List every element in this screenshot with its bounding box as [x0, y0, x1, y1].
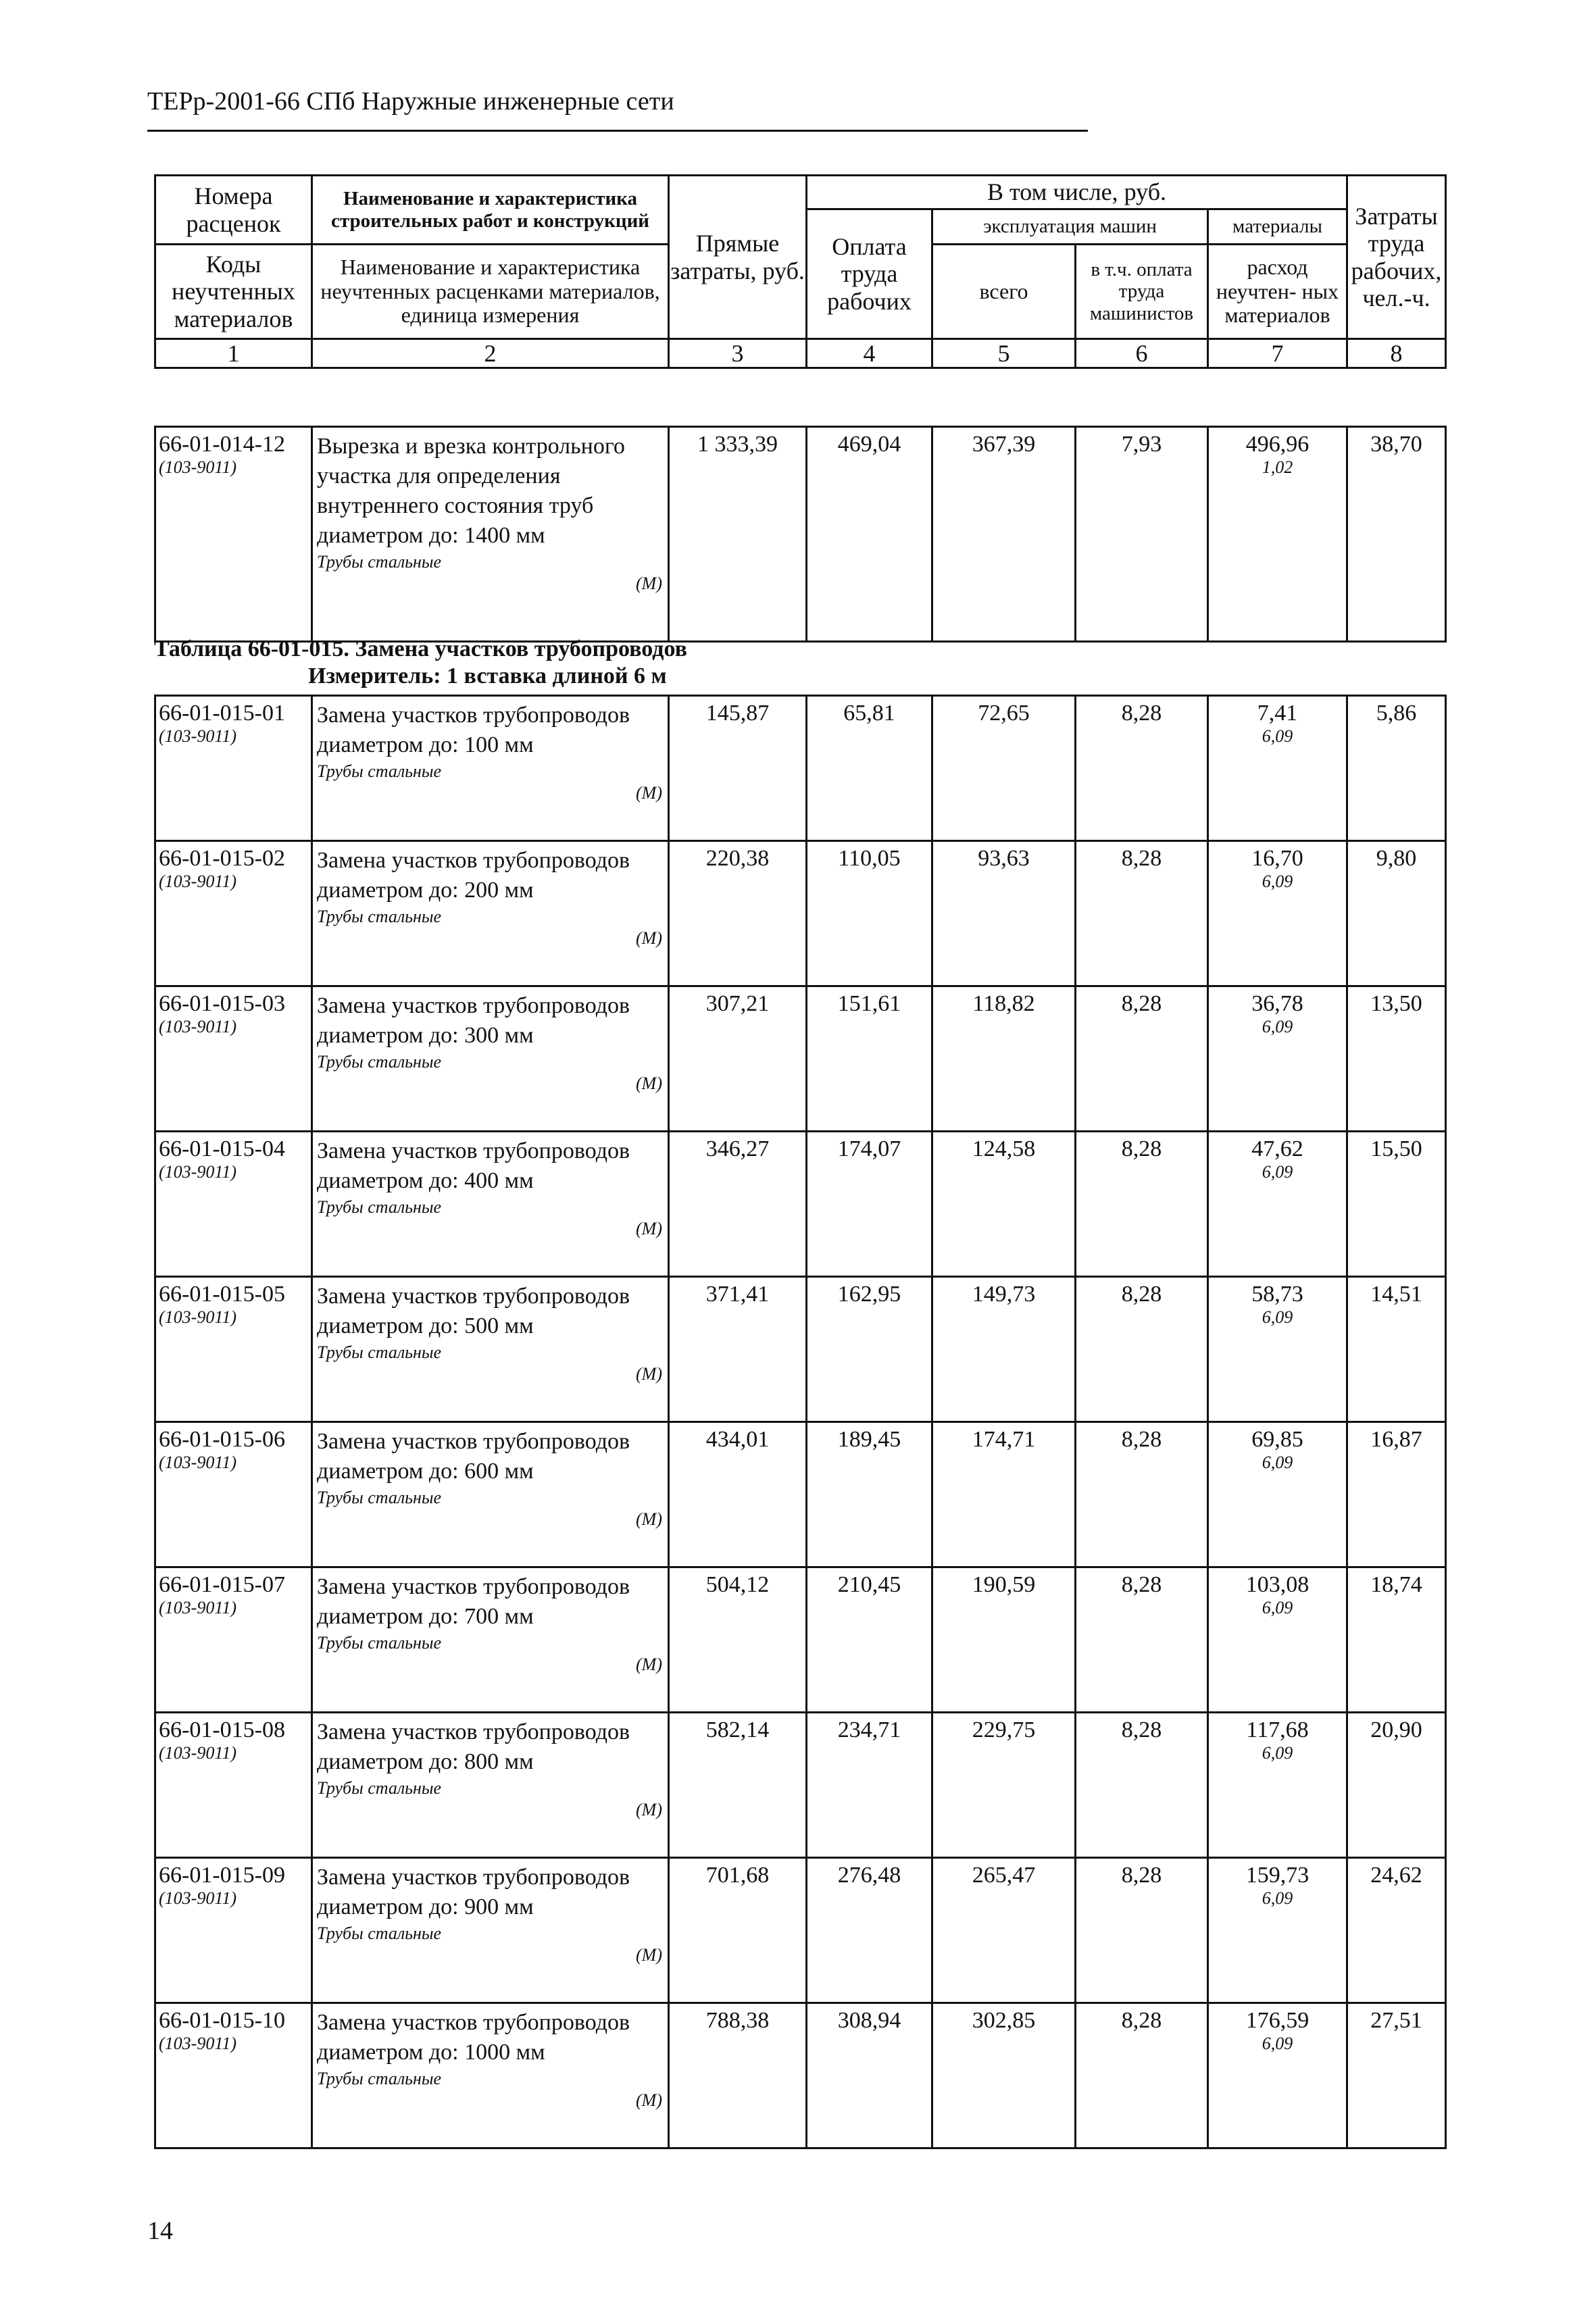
header-machinist-pay: в т.ч. оплата труда машинистов [1076, 245, 1208, 339]
direct-costs: 701,68 [705, 1863, 770, 1888]
labor-pay: 110,05 [838, 846, 901, 871]
machines-total: 93,63 [978, 846, 1030, 871]
material-name: Трубы стальные [317, 761, 442, 781]
materials-cell [1208, 696, 1347, 841]
materials-cost: 176,59 [1245, 2008, 1310, 2033]
labor-hours: 38,70 [1370, 432, 1422, 457]
machinist-pay: 8,28 [1121, 1863, 1162, 1888]
labor-pay-cell [807, 427, 932, 642]
labor-hours-cell [1347, 1277, 1446, 1422]
table-row [155, 986, 1446, 1132]
materials-cell [1208, 1277, 1347, 1422]
machinist-pay: 8,28 [1121, 1427, 1162, 1452]
labor-hours: 16,87 [1370, 1427, 1422, 1452]
machines-total: 124,58 [972, 1136, 1036, 1161]
material-name: Трубы стальные [317, 1923, 442, 1943]
material-code: (103-9011) [159, 726, 237, 746]
description-cell [312, 1858, 669, 2003]
labor-hours: 14,51 [1370, 1282, 1422, 1307]
materials-cell [1208, 1422, 1347, 1567]
header-including: В том числе, руб. [807, 176, 1347, 209]
description-cell [312, 986, 669, 1132]
material-quantity: 6,09 [1262, 1598, 1293, 1617]
machines-total-cell [932, 2003, 1076, 2148]
labor-hours-cell [1347, 696, 1446, 841]
rate-code: 66-01-015-01 [159, 701, 285, 726]
rates-table [154, 695, 1447, 2149]
labor-pay: 234,71 [837, 1717, 901, 1742]
rate-code: 66-01-015-08 [159, 1717, 285, 1742]
labor-hours-cell [1347, 1858, 1446, 2003]
work-description: Замена участков трубопроводов диаметром до: 500 мм [317, 1284, 630, 1338]
rates-table-body [155, 696, 1446, 2148]
labor-pay: 210,45 [837, 1572, 901, 1597]
labor-pay: 308,94 [837, 2008, 901, 2033]
labor-hours: 20,90 [1370, 1717, 1422, 1742]
direct-costs: 145,87 [705, 701, 770, 726]
description-cell [312, 1713, 669, 1858]
column-number-3: 3 [669, 339, 807, 368]
labor-pay-cell [807, 696, 932, 841]
machinist-pay-cell [1076, 1277, 1208, 1422]
machines-total: 229,75 [972, 1717, 1036, 1742]
labor-pay: 162,95 [837, 1282, 901, 1307]
material-quantity: 6,09 [1262, 1017, 1293, 1036]
direct-costs: 788,38 [705, 2008, 770, 2033]
machines-total: 265,47 [972, 1863, 1036, 1888]
rate-code-cell [155, 1858, 312, 2003]
labor-hours-cell [1347, 841, 1446, 986]
machinist-pay: 8,28 [1121, 701, 1162, 726]
work-description: Замена участков трубопроводов диаметром до: 900 мм [317, 1865, 630, 1919]
machinist-pay-cell [1076, 1713, 1208, 1858]
materials-cost: 117,68 [1246, 1717, 1309, 1742]
machines-total: 72,65 [978, 701, 1030, 726]
header-labor-hours: Затраты труда рабочих, чел.-ч. [1347, 176, 1446, 339]
labor-pay-cell [807, 1132, 932, 1277]
machinist-pay: 8,28 [1121, 846, 1162, 871]
labor-pay: 469,04 [837, 432, 901, 457]
material-name: Трубы стальные [317, 552, 442, 572]
materials-cost: 69,85 [1251, 1427, 1303, 1452]
material-name: Трубы стальные [317, 1633, 442, 1653]
column-number-4: 4 [807, 339, 932, 368]
labor-pay-cell [807, 1422, 932, 1567]
machines-total-cell [932, 1567, 1076, 1713]
rate-code-cell [155, 696, 312, 841]
labor-pay-cell [807, 1858, 932, 2003]
machines-total-cell [932, 1277, 1076, 1422]
labor-hours-cell [1347, 2003, 1446, 2148]
material-quantity: 6,09 [1262, 726, 1293, 746]
machinist-pay-cell [1076, 427, 1208, 642]
table-row [155, 1132, 1446, 1277]
material-name: Трубы стальные [317, 1342, 442, 1362]
table-row [155, 696, 1446, 841]
table-row [155, 1858, 1446, 2003]
material-name: Трубы стальные [317, 1197, 442, 1217]
materials-cost: 103,08 [1245, 1572, 1310, 1597]
column-number-6: 6 [1076, 339, 1208, 368]
machinist-pay: 8,28 [1121, 1282, 1162, 1307]
labor-pay: 189,45 [837, 1427, 901, 1452]
machinist-pay: 8,28 [1121, 1136, 1162, 1161]
machinist-pay: 8,28 [1121, 1572, 1162, 1597]
table-row [155, 1277, 1446, 1422]
work-description: Замена участков трубопроводов диаметром до: 400 мм [317, 1138, 630, 1193]
material-unit: (М) [636, 2090, 662, 2110]
direct-costs-cell [669, 1567, 807, 1713]
header-material-codes: Коды неучтенных материалов [155, 245, 312, 339]
rate-code: 66-01-015-04 [159, 1136, 285, 1161]
rate-code-cell [155, 986, 312, 1132]
rate-code: 66-01-015-02 [159, 846, 285, 871]
work-description: Замена участков трубопроводов диаметром до: 700 мм [317, 1574, 630, 1629]
material-quantity: 6,09 [1262, 1453, 1293, 1472]
page-number: 14 [147, 2217, 173, 2245]
machinist-pay: 7,93 [1121, 432, 1162, 457]
machinist-pay: 8,28 [1121, 1717, 1162, 1742]
material-unit: (М) [636, 1800, 662, 1819]
table-row [155, 1713, 1446, 1858]
material-unit: (М) [636, 783, 662, 803]
labor-hours-cell [1347, 1422, 1446, 1567]
direct-costs-cell [669, 1422, 807, 1567]
description-cell [312, 696, 669, 841]
material-code: (103-9011) [159, 872, 237, 891]
labor-hours: 18,74 [1370, 1572, 1422, 1597]
column-number-2: 2 [312, 339, 669, 368]
header-material-name: Наименование и характеристика неучтенных расценками материалов, единица измерения [312, 245, 669, 339]
materials-cell [1208, 427, 1347, 642]
table-meter [308, 663, 667, 689]
description-cell [312, 2003, 669, 2148]
materials-cost: 58,73 [1251, 1282, 1303, 1307]
material-code: (103-9011) [159, 1888, 237, 1908]
material-unit: (М) [636, 1219, 662, 1238]
material-unit: (М) [636, 1945, 662, 1965]
material-name: Трубы стальные [317, 1488, 442, 1507]
machinist-pay-cell [1076, 1567, 1208, 1713]
labor-pay: 151,61 [837, 991, 901, 1016]
labor-hours: 13,50 [1370, 991, 1422, 1016]
first-row-table [154, 426, 1447, 643]
direct-costs-cell [669, 1858, 807, 2003]
table-title: Таблица 66-01-015. Замена участков трубопроводов [154, 636, 687, 661]
material-unit: (М) [636, 1074, 662, 1093]
material-unit: (М) [636, 928, 662, 948]
header-rule [147, 130, 1088, 132]
header-material-usage: расход неучтен- ных материалов [1208, 245, 1347, 339]
labor-hours: 5,86 [1376, 701, 1417, 726]
material-unit: (М) [636, 1364, 662, 1384]
materials-cell [1208, 1713, 1347, 1858]
labor-pay: 276,48 [837, 1863, 901, 1888]
labor-pay: 174,07 [837, 1136, 901, 1161]
rate-code-cell [155, 1567, 312, 1713]
machines-total-cell [932, 841, 1076, 986]
labor-hours-cell [1347, 1567, 1446, 1713]
description-cell [312, 841, 669, 986]
direct-costs: 1 333,39 [697, 432, 778, 457]
labor-pay: 65,81 [843, 701, 895, 726]
machines-total: 174,71 [972, 1427, 1036, 1452]
rate-code-cell [155, 1713, 312, 1858]
direct-costs: 346,27 [705, 1136, 770, 1161]
machines-total: 118,82 [972, 991, 1035, 1016]
labor-pay-cell [807, 2003, 932, 2148]
direct-costs-cell [669, 986, 807, 1132]
material-quantity: 1,02 [1262, 457, 1293, 477]
material-quantity: 6,09 [1262, 1162, 1293, 1182]
machinist-pay-cell [1076, 1422, 1208, 1567]
rate-code: 66-01-015-05 [159, 1282, 285, 1307]
meter-text: Измеритель: 1 вставка длиной 6 м [308, 663, 667, 688]
direct-costs: 371,41 [705, 1282, 770, 1307]
labor-hours: 9,80 [1376, 846, 1417, 871]
machines-total-cell [932, 1132, 1076, 1277]
rate-code: 66-01-015-10 [159, 2008, 285, 2033]
machines-total-cell [932, 1422, 1076, 1567]
machinist-pay-cell [1076, 1132, 1208, 1277]
rate-code: 66-01-015-03 [159, 991, 285, 1016]
table-row [155, 841, 1446, 986]
table-row [155, 427, 1446, 642]
material-quantity: 6,09 [1262, 1307, 1293, 1327]
direct-costs-cell [669, 1277, 807, 1422]
header-work-name: Наименование и характеристика строительных работ и конструкций [312, 176, 669, 245]
direct-costs-cell [669, 841, 807, 986]
materials-cell [1208, 841, 1347, 986]
work-description: Замена участков трубопроводов диаметром до: 100 мм [317, 703, 630, 757]
machines-total-cell [932, 986, 1076, 1132]
rate-code: 66-01-015-09 [159, 1863, 285, 1888]
material-code: (103-9011) [159, 1743, 237, 1763]
material-code: (103-9011) [159, 1453, 237, 1472]
direct-costs: 434,01 [705, 1427, 770, 1452]
material-unit: (М) [636, 1509, 662, 1529]
machinist-pay: 8,28 [1121, 991, 1162, 1016]
material-name: Трубы стальные [317, 1778, 442, 1798]
machines-total-cell [932, 427, 1076, 642]
direct-costs: 220,38 [705, 846, 770, 871]
material-quantity: 6,09 [1262, 2034, 1293, 2053]
machines-total: 367,39 [972, 432, 1036, 457]
work-description: Замена участков трубопроводов диаметром до: 800 мм [317, 1719, 630, 1774]
description-cell [312, 1567, 669, 1713]
machinist-pay-cell [1076, 2003, 1208, 2148]
materials-cost: 36,78 [1251, 991, 1303, 1016]
materials-cost: 7,41 [1257, 701, 1298, 726]
table-row [155, 2003, 1446, 2148]
column-header-table [154, 174, 1447, 369]
material-unit: (М) [636, 1655, 662, 1674]
machinist-pay-cell [1076, 986, 1208, 1132]
column-number-1: 1 [155, 339, 312, 368]
labor-hours-cell [1347, 427, 1446, 642]
description-cell [312, 1422, 669, 1567]
rate-code-cell [155, 1422, 312, 1567]
labor-pay-cell [807, 1713, 932, 1858]
direct-costs-cell [669, 1713, 807, 1858]
material-code: (103-9011) [159, 1598, 237, 1617]
labor-hours: 24,62 [1370, 1863, 1422, 1888]
labor-hours-cell [1347, 986, 1446, 1132]
header-rate-numbers: Номера расценок [155, 176, 312, 245]
table-row [155, 1567, 1446, 1713]
rate-code-cell [155, 2003, 312, 2148]
materials-cost: 16,70 [1251, 846, 1303, 871]
rate-code-cell [155, 841, 312, 986]
machines-total: 190,59 [972, 1572, 1036, 1597]
labor-pay-cell [807, 841, 932, 986]
material-quantity: 6,09 [1262, 1888, 1293, 1908]
rate-code: 66-01-015-06 [159, 1427, 285, 1452]
material-name: Трубы стальные [317, 2069, 442, 2088]
material-code: (103-9011) [159, 1307, 237, 1327]
materials-cost: 159,73 [1245, 1863, 1310, 1888]
machinist-pay: 8,28 [1121, 2008, 1162, 2033]
labor-pay-cell [807, 1567, 932, 1713]
material-quantity: 6,09 [1262, 1743, 1293, 1763]
rate-code: 66-01-014-12 [159, 432, 285, 457]
direct-costs: 307,21 [705, 991, 770, 1016]
description-cell [312, 1277, 669, 1422]
description-cell [312, 427, 669, 642]
header-machines: эксплуатация машин [932, 209, 1208, 245]
header-direct-costs: Прямые затраты, руб. [669, 176, 807, 339]
description-cell [312, 1132, 669, 1277]
header-materials: материалы [1208, 209, 1347, 245]
materials-cell [1208, 986, 1347, 1132]
material-unit: (М) [636, 574, 662, 593]
column-number-8: 8 [1347, 339, 1446, 368]
rate-code-cell [155, 1277, 312, 1422]
direct-costs-cell [669, 427, 807, 642]
direct-costs-cell [669, 1132, 807, 1277]
direct-costs: 504,12 [705, 1572, 770, 1597]
labor-pay-cell [807, 1277, 932, 1422]
machines-total: 149,73 [972, 1282, 1036, 1307]
materials-cost: 496,96 [1245, 432, 1310, 457]
labor-pay-cell [807, 986, 932, 1132]
direct-costs-cell [669, 696, 807, 841]
labor-hours-cell [1347, 1713, 1446, 1858]
material-name: Трубы стальные [317, 1052, 442, 1072]
labor-hours-cell [1347, 1132, 1446, 1277]
table-row [155, 1422, 1446, 1567]
machinist-pay-cell [1076, 841, 1208, 986]
material-quantity: 6,09 [1262, 872, 1293, 891]
material-code: (103-9011) [159, 1162, 237, 1182]
machines-total-cell [932, 1858, 1076, 2003]
header-machines-total: всего [932, 245, 1076, 339]
rate-code: 66-01-015-07 [159, 1572, 285, 1597]
column-number-7: 7 [1208, 339, 1347, 368]
materials-cell [1208, 1132, 1347, 1277]
page-header: ТЕРр-2001-66 СПб Наружные инженерные сети [147, 87, 674, 116]
work-description: Вырезка и врезка контрольного участка для определения внутреннего состояния труб диаметром до: 1400 мм [317, 434, 625, 548]
header-labor-pay: Оплата труда рабочих [807, 209, 932, 339]
direct-costs: 582,14 [705, 1717, 770, 1742]
direct-costs-cell [669, 2003, 807, 2148]
materials-cell [1208, 2003, 1347, 2148]
machinist-pay-cell [1076, 1858, 1208, 2003]
work-description: Замена участков трубопроводов диаметром до: 600 мм [317, 1429, 630, 1484]
machines-total-cell [932, 1713, 1076, 1858]
material-code: (103-9011) [159, 2034, 237, 2053]
labor-hours: 27,51 [1370, 2008, 1422, 2033]
rate-code-cell [155, 1132, 312, 1277]
work-description: Замена участков трубопроводов диаметром до: 1000 мм [317, 2010, 630, 2065]
labor-hours: 15,50 [1370, 1136, 1422, 1161]
materials-cell [1208, 1858, 1347, 2003]
machines-total-cell [932, 696, 1076, 841]
material-name: Трубы стальные [317, 907, 442, 926]
material-code: (103-9011) [159, 457, 237, 477]
machines-total: 302,85 [972, 2008, 1036, 2033]
materials-cost: 47,62 [1251, 1136, 1303, 1161]
materials-cell [1208, 1567, 1347, 1713]
machinist-pay-cell [1076, 696, 1208, 841]
work-description: Замена участков трубопроводов диаметром до: 200 мм [317, 848, 630, 903]
work-description: Замена участков трубопроводов диаметром до: 300 мм [317, 993, 630, 1048]
column-number-5: 5 [932, 339, 1076, 368]
material-code: (103-9011) [159, 1017, 237, 1036]
rate-code-cell [155, 427, 312, 642]
